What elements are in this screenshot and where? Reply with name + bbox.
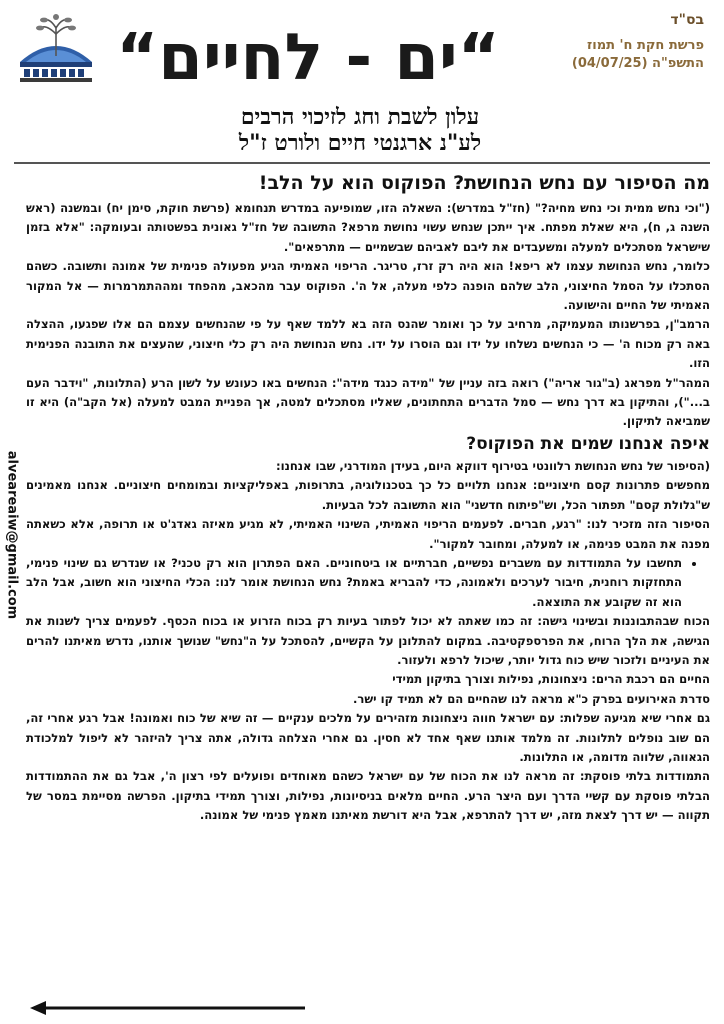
header-info xyxy=(524,12,704,71)
side-email xyxy=(2,450,22,620)
paragraph-9: החיים הם רכבת הרים: ניצחונות, נפילות וצורך בתיקון תמידי xyxy=(392,672,710,687)
paragraph-12: התמודדות בלתי פוסקת: זה מראה לנו את הכוח של עם ישראל כשהם מאוחדים ופועלים לפי רצון ה', אבל גם את ההתמודדות הבלתי פוסקת עם קשיי הדרך ועם היצר הרע. החיים מלאים בניסיונות, נפילות, וצורך תמידי בתיקון. הפרשה מסיימת במסר של תקווה — יש דרך לצאת מזה, יש דרך להתרפא, אבל היא דורשת מאיתנו מאמץ פנימי של אמונה. xyxy=(26,769,710,823)
continue-arrow-icon xyxy=(30,1000,305,1016)
paragraph-5: (הסיפור של נחש הנחושת רלוונטי בטירוף דווקא היום, בעידן המודרני, שבו אנחנו: xyxy=(275,458,710,473)
paragraph-8: הכוח שבהתבוננות ובשינוי גישה: זה כמו שאתה לא יכול לפתור בעיות רק בכוח הזרוע או בכוח הכסף. לפעמים צריך לשנות את הגישה, את הלך הרוח, את הפרספקטיבה. במקום להתלונן על הקשיים, להסתכל על ה"נחש" שנושך אותנו, נדרש מאיתנו להרים את העיניים ולזכור שיש כוח גדול יותר, שיכול לרפא ולעזור. xyxy=(26,614,710,667)
paragraph-2: כלומר, נחש הנחושת עצמו לא ריפא! הוא היה רק זרז, טריגר. הריפוי האמיתי הגיע מפעולה פנימית של אמונה ותשובה. כשהם הסתכלו על הסמל החיצוני, הלב שלהם הופנה כלפי מעלה, אל ה'. הפוקוס עבר מהכאב, מהפחד ומההתמרמרות — אל המקור האמיתי של החיים והישועה. xyxy=(26,259,710,313)
date-label: התשפ"ה (04/07/25) xyxy=(571,56,704,71)
paragraph-10: סדרת האירועים בפרק כ"א מראה לנו שהחיים הם לא תמיד קו ישר. xyxy=(352,691,710,706)
newsletter-title: “ים - לחיים“ xyxy=(116,21,500,95)
bullet-list xyxy=(26,554,710,612)
bsd-mark: בס"ד xyxy=(670,12,704,28)
bullet-item: • תחשבו על התמודדות עם משברים נפשיים, חברתיים או ביטחוניים. האם הפתרון הוא רק טכני? או שנדרש גם שינוי פנימי, התחזקות רוחנית, חיבור לערכים ולאמונה, כדי להבריא באמת? נחש הנחושת אומר לנו: הכלי החיצוני הוא חשוב, אבל הלב הוא זה שקובע את התוצאה. xyxy=(26,554,682,612)
parsha-label: פרשת חקת ח' תמוז xyxy=(587,38,704,53)
subtitle-line-1: עלון לשבת וחג לזיכוי הרבים xyxy=(240,104,480,130)
section-heading: איפה אנחנו שמים את הפוקוס? xyxy=(466,433,710,454)
subtitle-line-2: לע"נ ארגנטי חיים ולורט ז"ל xyxy=(238,130,482,156)
subtitle xyxy=(170,104,550,156)
logo-icon xyxy=(16,12,96,90)
email-text: alveareaiw@gmail.com xyxy=(4,450,20,620)
paragraph-3: הרמב"ן, בפרשנותו המעמיקה, מרחיב על כך ואומר שהנס הזה בא ללמד שאף על פי שהנחשים עצמם הם אלו שפגעו, ההצלה באה רק מכוח ה' — כי הנחשים נשלחו על ידו וגם הוסרו על ידו. נחש הנחושת היה רק כלי חיצוני, שהעצים את התובנה הפנימית הזו. xyxy=(26,317,710,371)
paragraph-11: גם אחרי שיא מגיעה שפלות: עם ישראל חווה ניצחונות מזהירים על מלכים ענקיים — זה שיא של כוח ואמונה! אבל רגע אחרי זה, הם שוב נופלים לתלונות. זה מלמד אותנו שאף אחד לא חסין. גם אחרי הצלחה גדולה, אתה צריך להיזהר לא ליפול למלכודת הגאווה, שלווה מדומה, או התלונות. xyxy=(26,711,710,764)
paragraph-6: מחפשים פתרונות קסם חיצוניים: אנחנו תלויים כל כך בטכנולוגיה, בתרופות, באפליקציות ובמומחים חיצוניים. אנחנו מאמינים ש"גלולת קסם" תפתור הכל, וש"פיתוח חדשני" הוא התשובה לכל הבעיות. xyxy=(26,478,710,512)
paragraph-1: ("וכי נחש ממית וכי נחש מחיה?" (חז"ל במדרש): השאלה הזו, שמופיעה במדרש תנחומא (פרשת חוקת, סימן יח) ובמשנה (ראש השנה ג, ח), היא שאלת מפתח. איך ייתכן שנחש עשוי נחושת מרפא? התשובה של חז"ל גאונית בפשטותה ובעומקה: "אלא בזמן שישראל מסתכלים למעלה ומשעבדים את ליבם לאביהם שבשמיים — מתרפאים". xyxy=(26,201,710,254)
paragraph-4: המהר"ל מפראג (ב"גור אריה") רואה בזה עניין של "מידה כנגד מידה": הנחשים באו כעונש על לשון הרע (התלונות, "וידבר העם ב..."), והתיקון בא דרך נחש — סמל הדברים התחתונים, שאליו מסתכלים למטה, אך הפניית המבט למעלה (אל הקב"ה) היא זו שמביאה לתיקון. xyxy=(26,375,710,429)
paragraph-7: הסיפור הזה מזכיר לנו: "רגע, חברים. לפעמים הריפוי האמיתי, השינוי האמיתי, לא מגיע מאיזה גאדג'ט או תרופה, אלא כשאתה מפנה את המבט פנימה, או למעלה, ומחובר למקור". xyxy=(26,517,710,551)
header-divider xyxy=(14,162,710,164)
article-heading: מה הסיפור עם נחש הנחושת? הפוקוס הוא על הלב! xyxy=(258,172,710,194)
article-body xyxy=(26,168,710,826)
